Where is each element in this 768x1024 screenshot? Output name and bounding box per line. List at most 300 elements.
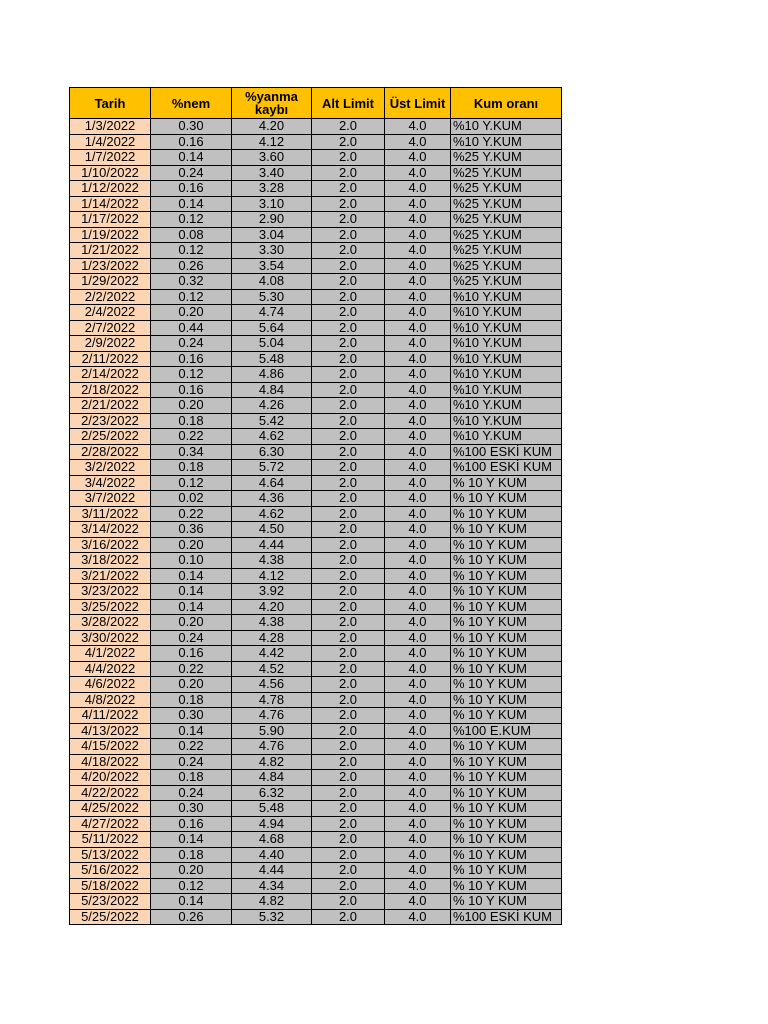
alt-limit-cell[interactable]: 2.0 — [312, 878, 385, 894]
kum-orani-cell[interactable]: % 10 Y KUM — [451, 692, 562, 708]
kum-orani-cell[interactable]: %25 Y.KUM — [451, 274, 562, 290]
date-cell[interactable]: 5/16/2022 — [70, 863, 151, 879]
kum-orani-cell[interactable]: % 10 Y KUM — [451, 599, 562, 615]
nem-cell[interactable]: 0.18 — [151, 413, 232, 429]
date-cell[interactable]: 2/21/2022 — [70, 398, 151, 414]
ust-limit-cell[interactable]: 4.0 — [385, 553, 451, 569]
nem-cell[interactable]: 0.14 — [151, 599, 232, 615]
date-cell[interactable]: 3/25/2022 — [70, 599, 151, 615]
alt-limit-cell[interactable]: 2.0 — [312, 382, 385, 398]
ust-limit-cell[interactable]: 4.0 — [385, 894, 451, 910]
date-cell[interactable]: 4/11/2022 — [70, 708, 151, 724]
header-nem[interactable]: %nem — [151, 88, 232, 119]
date-cell[interactable]: 1/7/2022 — [70, 150, 151, 166]
nem-cell[interactable]: 0.16 — [151, 382, 232, 398]
date-cell[interactable]: 5/11/2022 — [70, 832, 151, 848]
date-cell[interactable]: 3/11/2022 — [70, 506, 151, 522]
kum-orani-cell[interactable]: %25 Y.KUM — [451, 258, 562, 274]
header-ust-limit[interactable]: Üst Limit — [385, 88, 451, 119]
yanma-kaybi-cell[interactable]: 2.90 — [232, 212, 312, 228]
date-cell[interactable]: 3/7/2022 — [70, 491, 151, 507]
alt-limit-cell[interactable]: 2.0 — [312, 909, 385, 925]
nem-cell[interactable]: 0.44 — [151, 320, 232, 336]
ust-limit-cell[interactable]: 4.0 — [385, 770, 451, 786]
alt-limit-cell[interactable]: 2.0 — [312, 522, 385, 538]
yanma-kaybi-cell[interactable]: 6.32 — [232, 785, 312, 801]
kum-orani-cell[interactable]: %100 ESKİ KUM — [451, 444, 562, 460]
yanma-kaybi-cell[interactable]: 4.26 — [232, 398, 312, 414]
date-cell[interactable]: 1/10/2022 — [70, 165, 151, 181]
ust-limit-cell[interactable]: 4.0 — [385, 646, 451, 662]
kum-orani-cell[interactable]: % 10 Y KUM — [451, 785, 562, 801]
nem-cell[interactable]: 0.16 — [151, 181, 232, 197]
nem-cell[interactable]: 0.12 — [151, 212, 232, 228]
header-yanma-kaybi[interactable]: %yanma kaybı — [232, 88, 312, 119]
date-cell[interactable]: 3/4/2022 — [70, 475, 151, 491]
date-cell[interactable]: 4/6/2022 — [70, 677, 151, 693]
yanma-kaybi-cell[interactable]: 4.52 — [232, 661, 312, 677]
ust-limit-cell[interactable]: 4.0 — [385, 568, 451, 584]
date-cell[interactable]: 2/18/2022 — [70, 382, 151, 398]
yanma-kaybi-cell[interactable]: 6.30 — [232, 444, 312, 460]
yanma-kaybi-cell[interactable]: 4.94 — [232, 816, 312, 832]
yanma-kaybi-cell[interactable]: 4.78 — [232, 692, 312, 708]
yanma-kaybi-cell[interactable]: 5.42 — [232, 413, 312, 429]
ust-limit-cell[interactable]: 4.0 — [385, 816, 451, 832]
date-cell[interactable]: 1/29/2022 — [70, 274, 151, 290]
date-cell[interactable]: 5/18/2022 — [70, 878, 151, 894]
kum-orani-cell[interactable]: % 10 Y KUM — [451, 553, 562, 569]
kum-orani-cell[interactable]: %10 Y.KUM — [451, 382, 562, 398]
ust-limit-cell[interactable]: 4.0 — [385, 785, 451, 801]
ust-limit-cell[interactable]: 4.0 — [385, 739, 451, 755]
kum-orani-cell[interactable]: % 10 Y KUM — [451, 894, 562, 910]
date-cell[interactable]: 4/22/2022 — [70, 785, 151, 801]
alt-limit-cell[interactable]: 2.0 — [312, 754, 385, 770]
yanma-kaybi-cell[interactable]: 4.08 — [232, 274, 312, 290]
yanma-kaybi-cell[interactable]: 4.20 — [232, 599, 312, 615]
date-cell[interactable]: 3/14/2022 — [70, 522, 151, 538]
alt-limit-cell[interactable]: 2.0 — [312, 677, 385, 693]
ust-limit-cell[interactable]: 4.0 — [385, 832, 451, 848]
alt-limit-cell[interactable]: 2.0 — [312, 413, 385, 429]
kum-orani-cell[interactable]: % 10 Y KUM — [451, 708, 562, 724]
nem-cell[interactable]: 0.18 — [151, 847, 232, 863]
ust-limit-cell[interactable]: 4.0 — [385, 599, 451, 615]
nem-cell[interactable]: 0.12 — [151, 289, 232, 305]
ust-limit-cell[interactable]: 4.0 — [385, 522, 451, 538]
date-cell[interactable]: 2/14/2022 — [70, 367, 151, 383]
kum-orani-cell[interactable]: %10 Y.KUM — [451, 134, 562, 150]
date-cell[interactable]: 3/28/2022 — [70, 615, 151, 631]
ust-limit-cell[interactable]: 4.0 — [385, 212, 451, 228]
yanma-kaybi-cell[interactable]: 4.68 — [232, 832, 312, 848]
kum-orani-cell[interactable]: % 10 Y KUM — [451, 739, 562, 755]
kum-orani-cell[interactable]: %25 Y.KUM — [451, 165, 562, 181]
yanma-kaybi-cell[interactable]: 4.38 — [232, 615, 312, 631]
kum-orani-cell[interactable]: %10 Y.KUM — [451, 429, 562, 445]
date-cell[interactable]: 4/27/2022 — [70, 816, 151, 832]
nem-cell[interactable]: 0.08 — [151, 227, 232, 243]
ust-limit-cell[interactable]: 4.0 — [385, 460, 451, 476]
date-cell[interactable]: 1/4/2022 — [70, 134, 151, 150]
nem-cell[interactable]: 0.32 — [151, 274, 232, 290]
nem-cell[interactable]: 0.20 — [151, 615, 232, 631]
nem-cell[interactable]: 0.12 — [151, 878, 232, 894]
nem-cell[interactable]: 0.24 — [151, 785, 232, 801]
yanma-kaybi-cell[interactable]: 5.64 — [232, 320, 312, 336]
date-cell[interactable]: 3/30/2022 — [70, 630, 151, 646]
nem-cell[interactable]: 0.10 — [151, 553, 232, 569]
kum-orani-cell[interactable]: %25 Y.KUM — [451, 150, 562, 166]
yanma-kaybi-cell[interactable]: 4.44 — [232, 863, 312, 879]
alt-limit-cell[interactable]: 2.0 — [312, 863, 385, 879]
yanma-kaybi-cell[interactable]: 4.84 — [232, 382, 312, 398]
ust-limit-cell[interactable]: 4.0 — [385, 258, 451, 274]
kum-orani-cell[interactable]: % 10 Y KUM — [451, 475, 562, 491]
kum-orani-cell[interactable]: % 10 Y KUM — [451, 491, 562, 507]
yanma-kaybi-cell[interactable]: 4.82 — [232, 894, 312, 910]
nem-cell[interactable]: 0.14 — [151, 894, 232, 910]
kum-orani-cell[interactable]: % 10 Y KUM — [451, 878, 562, 894]
kum-orani-cell[interactable]: %10 Y.KUM — [451, 398, 562, 414]
alt-limit-cell[interactable]: 2.0 — [312, 165, 385, 181]
yanma-kaybi-cell[interactable]: 4.12 — [232, 134, 312, 150]
date-cell[interactable]: 3/21/2022 — [70, 568, 151, 584]
date-cell[interactable]: 1/23/2022 — [70, 258, 151, 274]
nem-cell[interactable]: 0.26 — [151, 909, 232, 925]
ust-limit-cell[interactable]: 4.0 — [385, 847, 451, 863]
date-cell[interactable]: 2/28/2022 — [70, 444, 151, 460]
ust-limit-cell[interactable]: 4.0 — [385, 305, 451, 321]
kum-orani-cell[interactable]: %10 Y.KUM — [451, 413, 562, 429]
date-cell[interactable]: 4/1/2022 — [70, 646, 151, 662]
yanma-kaybi-cell[interactable]: 4.82 — [232, 754, 312, 770]
yanma-kaybi-cell[interactable]: 4.56 — [232, 677, 312, 693]
ust-limit-cell[interactable]: 4.0 — [385, 801, 451, 817]
date-cell[interactable]: 1/12/2022 — [70, 181, 151, 197]
alt-limit-cell[interactable]: 2.0 — [312, 816, 385, 832]
nem-cell[interactable]: 0.22 — [151, 506, 232, 522]
nem-cell[interactable]: 0.24 — [151, 336, 232, 352]
yanma-kaybi-cell[interactable]: 3.10 — [232, 196, 312, 212]
yanma-kaybi-cell[interactable]: 3.40 — [232, 165, 312, 181]
date-cell[interactable]: 5/23/2022 — [70, 894, 151, 910]
nem-cell[interactable]: 0.14 — [151, 196, 232, 212]
yanma-kaybi-cell[interactable]: 4.62 — [232, 429, 312, 445]
kum-orani-cell[interactable]: % 10 Y KUM — [451, 522, 562, 538]
date-cell[interactable]: 4/25/2022 — [70, 801, 151, 817]
date-cell[interactable]: 1/19/2022 — [70, 227, 151, 243]
nem-cell[interactable]: 0.30 — [151, 801, 232, 817]
alt-limit-cell[interactable]: 2.0 — [312, 475, 385, 491]
yanma-kaybi-cell[interactable]: 5.32 — [232, 909, 312, 925]
ust-limit-cell[interactable]: 4.0 — [385, 429, 451, 445]
date-cell[interactable]: 2/7/2022 — [70, 320, 151, 336]
nem-cell[interactable]: 0.18 — [151, 692, 232, 708]
yanma-kaybi-cell[interactable]: 4.42 — [232, 646, 312, 662]
yanma-kaybi-cell[interactable]: 4.36 — [232, 491, 312, 507]
kum-orani-cell[interactable]: %25 Y.KUM — [451, 227, 562, 243]
yanma-kaybi-cell[interactable]: 3.60 — [232, 150, 312, 166]
ust-limit-cell[interactable]: 4.0 — [385, 134, 451, 150]
ust-limit-cell[interactable]: 4.0 — [385, 692, 451, 708]
ust-limit-cell[interactable]: 4.0 — [385, 150, 451, 166]
date-cell[interactable]: 4/15/2022 — [70, 739, 151, 755]
ust-limit-cell[interactable]: 4.0 — [385, 413, 451, 429]
kum-orani-cell[interactable]: % 10 Y KUM — [451, 506, 562, 522]
nem-cell[interactable]: 0.24 — [151, 630, 232, 646]
alt-limit-cell[interactable]: 2.0 — [312, 336, 385, 352]
kum-orani-cell[interactable]: %100 E.KUM — [451, 723, 562, 739]
nem-cell[interactable]: 0.20 — [151, 863, 232, 879]
ust-limit-cell[interactable]: 4.0 — [385, 367, 451, 383]
ust-limit-cell[interactable]: 4.0 — [385, 382, 451, 398]
alt-limit-cell[interactable]: 2.0 — [312, 289, 385, 305]
yanma-kaybi-cell[interactable]: 4.84 — [232, 770, 312, 786]
alt-limit-cell[interactable]: 2.0 — [312, 661, 385, 677]
ust-limit-cell[interactable]: 4.0 — [385, 274, 451, 290]
alt-limit-cell[interactable]: 2.0 — [312, 847, 385, 863]
alt-limit-cell[interactable]: 2.0 — [312, 646, 385, 662]
nem-cell[interactable]: 0.20 — [151, 677, 232, 693]
date-cell[interactable]: 1/3/2022 — [70, 119, 151, 135]
nem-cell[interactable]: 0.14 — [151, 832, 232, 848]
nem-cell[interactable]: 0.26 — [151, 258, 232, 274]
yanma-kaybi-cell[interactable]: 4.64 — [232, 475, 312, 491]
alt-limit-cell[interactable]: 2.0 — [312, 243, 385, 259]
nem-cell[interactable]: 0.30 — [151, 119, 232, 135]
yanma-kaybi-cell[interactable]: 4.34 — [232, 878, 312, 894]
yanma-kaybi-cell[interactable]: 5.30 — [232, 289, 312, 305]
kum-orani-cell[interactable]: %10 Y.KUM — [451, 367, 562, 383]
kum-orani-cell[interactable]: % 10 Y KUM — [451, 537, 562, 553]
date-cell[interactable]: 1/14/2022 — [70, 196, 151, 212]
kum-orani-cell[interactable]: % 10 Y KUM — [451, 832, 562, 848]
alt-limit-cell[interactable]: 2.0 — [312, 568, 385, 584]
ust-limit-cell[interactable]: 4.0 — [385, 506, 451, 522]
alt-limit-cell[interactable]: 2.0 — [312, 491, 385, 507]
kum-orani-cell[interactable]: % 10 Y KUM — [451, 847, 562, 863]
alt-limit-cell[interactable]: 2.0 — [312, 894, 385, 910]
alt-limit-cell[interactable]: 2.0 — [312, 599, 385, 615]
alt-limit-cell[interactable]: 2.0 — [312, 630, 385, 646]
nem-cell[interactable]: 0.16 — [151, 646, 232, 662]
yanma-kaybi-cell[interactable]: 4.28 — [232, 630, 312, 646]
alt-limit-cell[interactable]: 2.0 — [312, 506, 385, 522]
kum-orani-cell[interactable]: %10 Y.KUM — [451, 119, 562, 135]
nem-cell[interactable]: 0.18 — [151, 770, 232, 786]
kum-orani-cell[interactable]: %10 Y.KUM — [451, 336, 562, 352]
date-cell[interactable]: 4/4/2022 — [70, 661, 151, 677]
kum-orani-cell[interactable]: % 10 Y KUM — [451, 754, 562, 770]
kum-orani-cell[interactable]: %25 Y.KUM — [451, 212, 562, 228]
yanma-kaybi-cell[interactable]: 5.04 — [232, 336, 312, 352]
date-cell[interactable]: 1/21/2022 — [70, 243, 151, 259]
nem-cell[interactable]: 0.34 — [151, 444, 232, 460]
alt-limit-cell[interactable]: 2.0 — [312, 196, 385, 212]
ust-limit-cell[interactable]: 4.0 — [385, 584, 451, 600]
nem-cell[interactable]: 0.36 — [151, 522, 232, 538]
alt-limit-cell[interactable]: 2.0 — [312, 553, 385, 569]
date-cell[interactable]: 4/13/2022 — [70, 723, 151, 739]
ust-limit-cell[interactable]: 4.0 — [385, 119, 451, 135]
alt-limit-cell[interactable]: 2.0 — [312, 460, 385, 476]
nem-cell[interactable]: 0.22 — [151, 429, 232, 445]
ust-limit-cell[interactable]: 4.0 — [385, 863, 451, 879]
yanma-kaybi-cell[interactable]: 4.74 — [232, 305, 312, 321]
alt-limit-cell[interactable]: 2.0 — [312, 274, 385, 290]
alt-limit-cell[interactable]: 2.0 — [312, 134, 385, 150]
kum-orani-cell[interactable]: % 10 Y KUM — [451, 661, 562, 677]
yanma-kaybi-cell[interactable]: 3.30 — [232, 243, 312, 259]
ust-limit-cell[interactable]: 4.0 — [385, 754, 451, 770]
nem-cell[interactable]: 0.20 — [151, 398, 232, 414]
ust-limit-cell[interactable]: 4.0 — [385, 878, 451, 894]
nem-cell[interactable]: 0.12 — [151, 243, 232, 259]
kum-orani-cell[interactable]: %100 ESKİ KUM — [451, 909, 562, 925]
alt-limit-cell[interactable]: 2.0 — [312, 429, 385, 445]
date-cell[interactable]: 5/13/2022 — [70, 847, 151, 863]
yanma-kaybi-cell[interactable]: 3.04 — [232, 227, 312, 243]
nem-cell[interactable]: 0.30 — [151, 708, 232, 724]
alt-limit-cell[interactable]: 2.0 — [312, 181, 385, 197]
header-tarih[interactable]: Tarih — [70, 88, 151, 119]
alt-limit-cell[interactable]: 2.0 — [312, 258, 385, 274]
kum-orani-cell[interactable]: % 10 Y KUM — [451, 584, 562, 600]
date-cell[interactable]: 3/16/2022 — [70, 537, 151, 553]
nem-cell[interactable]: 0.02 — [151, 491, 232, 507]
date-cell[interactable]: 4/18/2022 — [70, 754, 151, 770]
kum-orani-cell[interactable]: %25 Y.KUM — [451, 243, 562, 259]
alt-limit-cell[interactable]: 2.0 — [312, 150, 385, 166]
nem-cell[interactable]: 0.24 — [151, 165, 232, 181]
yanma-kaybi-cell[interactable]: 5.48 — [232, 801, 312, 817]
ust-limit-cell[interactable]: 4.0 — [385, 289, 451, 305]
ust-limit-cell[interactable]: 4.0 — [385, 165, 451, 181]
date-cell[interactable]: 2/9/2022 — [70, 336, 151, 352]
yanma-kaybi-cell[interactable]: 4.40 — [232, 847, 312, 863]
kum-orani-cell[interactable]: % 10 Y KUM — [451, 801, 562, 817]
date-cell[interactable]: 3/23/2022 — [70, 584, 151, 600]
nem-cell[interactable]: 0.22 — [151, 661, 232, 677]
alt-limit-cell[interactable]: 2.0 — [312, 537, 385, 553]
ust-limit-cell[interactable]: 4.0 — [385, 723, 451, 739]
date-cell[interactable]: 3/18/2022 — [70, 553, 151, 569]
alt-limit-cell[interactable]: 2.0 — [312, 305, 385, 321]
yanma-kaybi-cell[interactable]: 3.92 — [232, 584, 312, 600]
date-cell[interactable]: 4/20/2022 — [70, 770, 151, 786]
nem-cell[interactable]: 0.12 — [151, 367, 232, 383]
kum-orani-cell[interactable]: % 10 Y KUM — [451, 568, 562, 584]
nem-cell[interactable]: 0.20 — [151, 537, 232, 553]
date-cell[interactable]: 2/23/2022 — [70, 413, 151, 429]
ust-limit-cell[interactable]: 4.0 — [385, 181, 451, 197]
header-kum-orani[interactable]: Kum oranı — [451, 88, 562, 119]
nem-cell[interactable]: 0.12 — [151, 475, 232, 491]
yanma-kaybi-cell[interactable]: 5.90 — [232, 723, 312, 739]
yanma-kaybi-cell[interactable]: 4.20 — [232, 119, 312, 135]
ust-limit-cell[interactable]: 4.0 — [385, 537, 451, 553]
ust-limit-cell[interactable]: 4.0 — [385, 909, 451, 925]
ust-limit-cell[interactable]: 4.0 — [385, 320, 451, 336]
alt-limit-cell[interactable]: 2.0 — [312, 444, 385, 460]
alt-limit-cell[interactable]: 2.0 — [312, 119, 385, 135]
alt-limit-cell[interactable]: 2.0 — [312, 351, 385, 367]
kum-orani-cell[interactable]: %10 Y.KUM — [451, 320, 562, 336]
kum-orani-cell[interactable]: %10 Y.KUM — [451, 289, 562, 305]
yanma-kaybi-cell[interactable]: 4.62 — [232, 506, 312, 522]
date-cell[interactable]: 1/17/2022 — [70, 212, 151, 228]
ust-limit-cell[interactable]: 4.0 — [385, 398, 451, 414]
alt-limit-cell[interactable]: 2.0 — [312, 708, 385, 724]
ust-limit-cell[interactable]: 4.0 — [385, 227, 451, 243]
alt-limit-cell[interactable]: 2.0 — [312, 320, 385, 336]
kum-orani-cell[interactable]: % 10 Y KUM — [451, 677, 562, 693]
yanma-kaybi-cell[interactable]: 4.38 — [232, 553, 312, 569]
nem-cell[interactable]: 0.14 — [151, 150, 232, 166]
ust-limit-cell[interactable]: 4.0 — [385, 491, 451, 507]
yanma-kaybi-cell[interactable]: 4.76 — [232, 739, 312, 755]
alt-limit-cell[interactable]: 2.0 — [312, 584, 385, 600]
alt-limit-cell[interactable]: 2.0 — [312, 398, 385, 414]
alt-limit-cell[interactable]: 2.0 — [312, 770, 385, 786]
ust-limit-cell[interactable]: 4.0 — [385, 196, 451, 212]
ust-limit-cell[interactable]: 4.0 — [385, 444, 451, 460]
kum-orani-cell[interactable]: % 10 Y KUM — [451, 863, 562, 879]
kum-orani-cell[interactable]: %10 Y.KUM — [451, 351, 562, 367]
nem-cell[interactable]: 0.24 — [151, 754, 232, 770]
kum-orani-cell[interactable]: % 10 Y KUM — [451, 646, 562, 662]
nem-cell[interactable]: 0.16 — [151, 351, 232, 367]
nem-cell[interactable]: 0.16 — [151, 816, 232, 832]
date-cell[interactable]: 5/25/2022 — [70, 909, 151, 925]
date-cell[interactable]: 2/4/2022 — [70, 305, 151, 321]
alt-limit-cell[interactable]: 2.0 — [312, 212, 385, 228]
alt-limit-cell[interactable]: 2.0 — [312, 785, 385, 801]
date-cell[interactable]: 2/11/2022 — [70, 351, 151, 367]
nem-cell[interactable]: 0.18 — [151, 460, 232, 476]
ust-limit-cell[interactable]: 4.0 — [385, 336, 451, 352]
kum-orani-cell[interactable]: %25 Y.KUM — [451, 181, 562, 197]
yanma-kaybi-cell[interactable]: 5.48 — [232, 351, 312, 367]
alt-limit-cell[interactable]: 2.0 — [312, 367, 385, 383]
date-cell[interactable]: 4/8/2022 — [70, 692, 151, 708]
alt-limit-cell[interactable]: 2.0 — [312, 615, 385, 631]
kum-orani-cell[interactable]: % 10 Y KUM — [451, 615, 562, 631]
nem-cell[interactable]: 0.22 — [151, 739, 232, 755]
yanma-kaybi-cell[interactable]: 4.12 — [232, 568, 312, 584]
date-cell[interactable]: 2/2/2022 — [70, 289, 151, 305]
ust-limit-cell[interactable]: 4.0 — [385, 630, 451, 646]
yanma-kaybi-cell[interactable]: 3.28 — [232, 181, 312, 197]
kum-orani-cell[interactable]: %100 ESKİ KUM — [451, 460, 562, 476]
kum-orani-cell[interactable]: %10 Y.KUM — [451, 305, 562, 321]
ust-limit-cell[interactable]: 4.0 — [385, 351, 451, 367]
ust-limit-cell[interactable]: 4.0 — [385, 615, 451, 631]
nem-cell[interactable]: 0.20 — [151, 305, 232, 321]
ust-limit-cell[interactable]: 4.0 — [385, 475, 451, 491]
kum-orani-cell[interactable]: % 10 Y KUM — [451, 770, 562, 786]
ust-limit-cell[interactable]: 4.0 — [385, 708, 451, 724]
alt-limit-cell[interactable]: 2.0 — [312, 801, 385, 817]
yanma-kaybi-cell[interactable]: 4.50 — [232, 522, 312, 538]
nem-cell[interactable]: 0.14 — [151, 723, 232, 739]
ust-limit-cell[interactable]: 4.0 — [385, 677, 451, 693]
yanma-kaybi-cell[interactable]: 4.86 — [232, 367, 312, 383]
kum-orani-cell[interactable]: % 10 Y KUM — [451, 630, 562, 646]
yanma-kaybi-cell[interactable]: 4.44 — [232, 537, 312, 553]
